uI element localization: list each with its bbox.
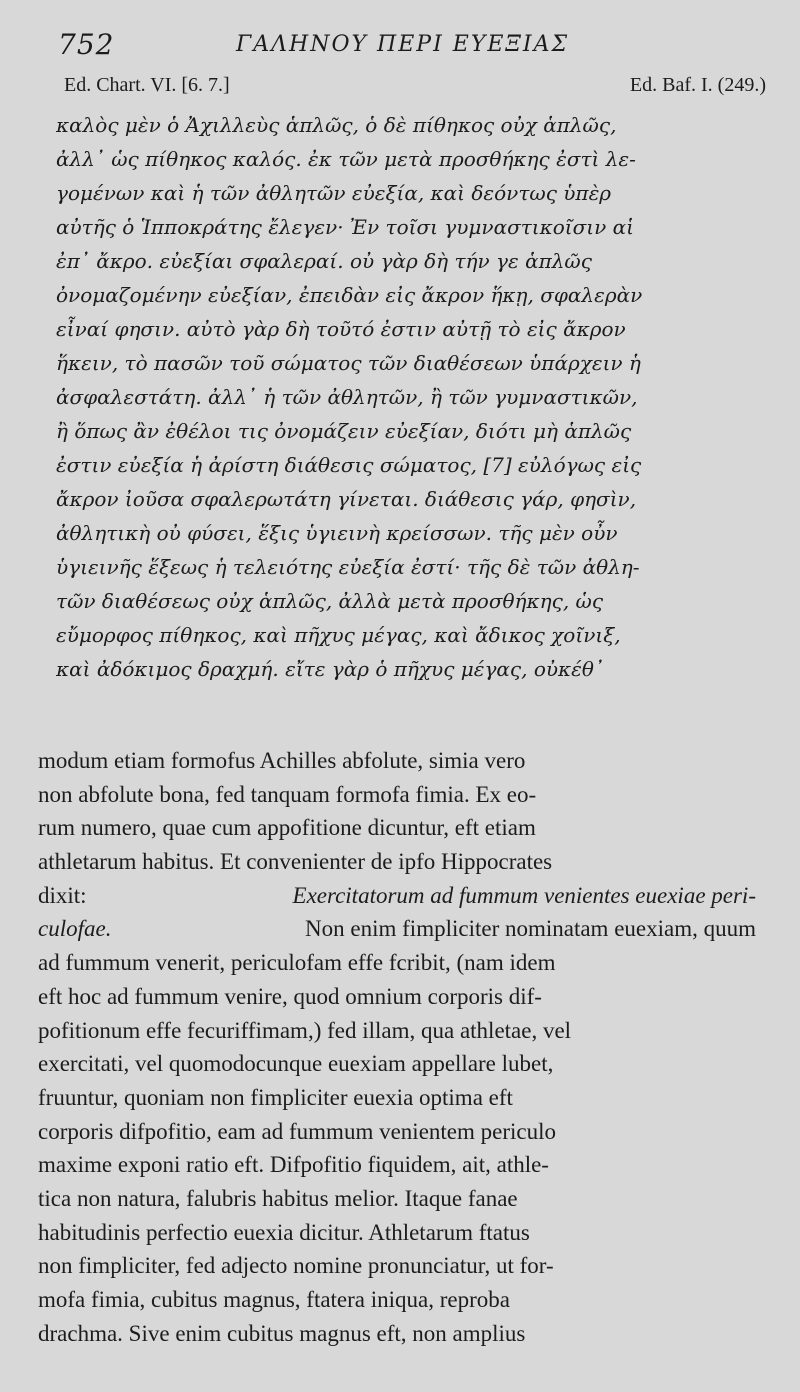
greek-text-line: ἀσφαλεστάτη. ἀλλ᾽ ἡ τῶν ἀθλητῶν, ἢ τῶν γυμναστικῶν,: [56, 385, 638, 409]
greek-text-line: ἥκειν, τὸ πασῶν τοῦ σώματος τῶν διαθέσεων ὑπάρχειν ἡ: [56, 351, 641, 375]
latin-quotation-span: culofae.: [38, 916, 112, 942]
latin-text-line: mofa fimia, cubitus magnus, ftatera iniqua, reproba: [38, 1287, 510, 1312]
greek-text-line: ἄκρον ἰοῦσα σφαλερωτάτη γίνεται. διάθεσις γάρ, φησὶν,: [56, 487, 637, 511]
latin-text-line: exercitati, vel quomodocunque euexiam appellare lubet,: [38, 1051, 554, 1077]
latin-text-line: ad fummum venerit, periculofam effe fcribit, (nam idem: [38, 950, 556, 976]
latin-text-line: non abfolute bona, fed tanquam formofa fimia. Ex eo-: [38, 781, 537, 807]
greek-text-block: [56, 108, 764, 686]
edition-reference-left: Ed. Chart. VI. [6. 7.]: [64, 74, 230, 96]
running-title: ΓΑΛΗΝΟΥ ΠΕΡΙ ΕΥΕΞΙΑΣ: [236, 32, 570, 57]
latin-text-line: [38, 912, 756, 946]
latin-text-line: fruuntur, quoniam non fimpliciter euexia optima eft: [38, 1084, 513, 1110]
greek-text-line: ἢ ὅπως ἂν ἐθέλοι τις ὀνομάζειν εὐεξίαν, διότι μὴ ἁπλῶς: [56, 419, 632, 443]
latin-quotation-span: Exercitatorum ad fummum venientes euexiae peri-: [292, 882, 756, 908]
greek-text-line: καὶ ἀδόκιμος δραχμή. εἴτε γὰρ ὁ πῆχυς μέγας, οὐκέθ᾽: [56, 657, 604, 681]
page-number: 752: [58, 28, 115, 61]
latin-text-line: maxime exponi ratio eft. Difpofitio fiquidem, ait, athle-: [38, 1152, 549, 1178]
edition-reference-right: Ed. Baf. I. (249.): [629, 74, 766, 96]
latin-text-line: pofitionum effe fecuriffimam,) fed illam, qua athletae, vel: [38, 1017, 572, 1043]
latin-text-span: Non enim fimpliciter nominatam euexiam, quum: [305, 916, 756, 942]
latin-text-line: eft hoc ad fummum venire, quod omnium corporis dif-: [38, 983, 542, 1009]
greek-text-line: ἐπ᾽ ἄκρο. εὐεξίαι σφαλεραί. οὐ γὰρ δὴ τήν γε ἁπλῶς: [56, 249, 592, 273]
latin-text-line: non fimpliciter, fed adjecto nomine pronunciatur, ut for-: [38, 1253, 554, 1279]
greek-text-line: ὑγιεινῆς ἕξεως ἡ τελειότης εὐεξία ἐστί· τῆς δὲ τῶν ἀθλη-: [56, 555, 640, 579]
latin-text-span: dixit:: [38, 882, 87, 908]
greek-text-line: αὐτῆς ὁ Ἱπποκράτης ἔλεγεν· Ἐν τοῖσι γυμναστικοῖσιν αἱ: [56, 215, 634, 239]
greek-text-line: τῶν διαθέσεως οὐχ ἁπλῶς, ἀλλὰ μετὰ προσθήκης, ὡς: [56, 589, 604, 613]
greek-text-line: εὔμορφος πίθηκος, καὶ πῆχυς μέγας, καὶ ἄδικος χοῖνιξ,: [56, 623, 621, 647]
latin-text-line: drachma. Sive enim cubitus magnus eft, non amplius: [38, 1320, 526, 1346]
latin-text-line: habitudinis perfectio euexia dicitur. Athletarum ftatus: [38, 1219, 530, 1245]
latin-text-line: tica non natura, falubris habitus melior. Itaque fanae: [38, 1185, 518, 1211]
greek-text-line: γομένων καὶ ἡ τῶν ἀθλητῶν εὐεξία, καὶ δεόντως ὑπὲρ: [56, 181, 612, 205]
greek-text-line: ἀθλητικὴ οὐ φύσει, ἕξις ὑγιεινὴ κρείσσων. τῆς μὲν οὖν: [56, 521, 618, 545]
page-header: [58, 28, 758, 62]
latin-text-line: athletarum habitus. Et convenienter de ipfo Hippocrates: [38, 849, 553, 875]
latin-translation-block: [38, 744, 756, 1350]
greek-text-line: ἀλλ᾽ ὡς πίθηκος καλός. ἐκ τῶν μετὰ προσθήκης ἐστὶ λε-: [56, 147, 636, 171]
latin-text-line: [38, 879, 756, 913]
greek-text-line: ἐστιν εὐεξία ἡ ἀρίστη διάθεσις σώματος, [7] εὐλόγως εἰς: [56, 453, 642, 477]
latin-text-line: rum numero, quae cum appofitione dicuntur, eft etiam: [38, 815, 536, 841]
greek-text-line: ὀνομαζομένην εὐεξίαν, ἐπειδὰν εἰς ἄκρον ἥκῃ, σφαλερὰν: [56, 283, 643, 307]
latin-text-line: corporis difpofitio, eam ad fummum venientem periculo: [38, 1118, 556, 1144]
latin-text-line: modum etiam formofus Achilles abfolute, simia vero: [38, 748, 526, 773]
greek-text-line: εἶναί φησιν. αὐτὸ γὰρ δὴ τοῦτό ἐστιν αὐτῇ τὸ εἰς ἄκρον: [56, 317, 626, 341]
greek-text-line: καλὸς μὲν ὁ Ἀχιλλεὺς ἁπλῶς, ὁ δὲ πίθηκος οὐχ ἁπλῶς,: [56, 113, 617, 137]
